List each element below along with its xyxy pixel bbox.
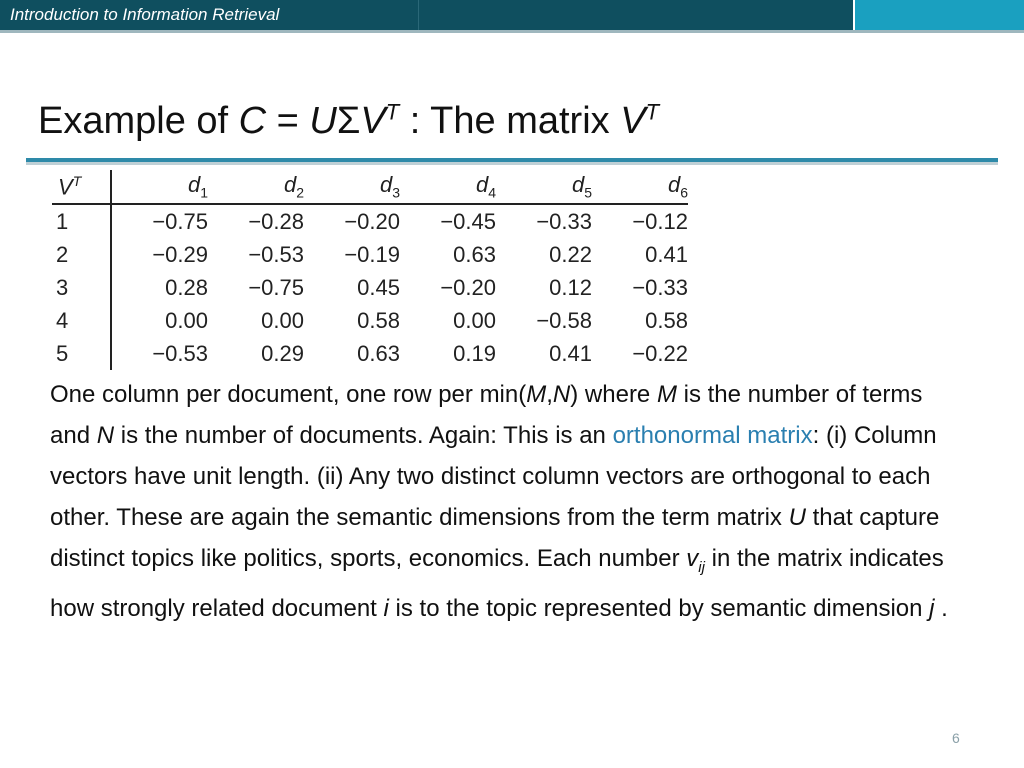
table-cell: −0.75 — [248, 274, 304, 300]
corner-t: T — [72, 172, 82, 189]
table-cell: 0.63 — [357, 340, 400, 366]
header-underline — [0, 30, 1024, 33]
var-n: N — [96, 422, 115, 449]
table-cell: 0.00 — [165, 307, 208, 333]
header-letter: d — [187, 172, 201, 198]
title-t2-sup: T — [645, 99, 660, 125]
table-cell: 0.19 — [453, 340, 496, 366]
table-cell: −0.75 — [152, 208, 208, 234]
var-m: M — [526, 381, 547, 408]
orthonormal-matrix-link[interactable]: orthonormal matrix — [612, 422, 813, 449]
header-index: 3 — [392, 184, 400, 201]
body-text-span: ) where — [570, 381, 657, 408]
table-cell: −0.53 — [152, 340, 208, 366]
table-cell: −0.33 — [632, 274, 688, 300]
title-u: U — [309, 100, 337, 142]
body-text-span: is the number of terms and — [50, 381, 923, 449]
column-header — [496, 170, 592, 204]
row-label: 1 — [52, 204, 111, 238]
table-cell: 0.63 — [453, 241, 496, 267]
table-cell: 0.58 — [645, 307, 688, 333]
table-cell: 0.00 — [453, 307, 496, 333]
row-label: 5 — [52, 337, 111, 370]
title-v: V — [360, 100, 386, 142]
slide-body-paragraph — [50, 374, 950, 629]
corner-v: V — [58, 174, 73, 200]
column-header — [592, 170, 688, 204]
header-index: 6 — [680, 184, 688, 201]
header-index: 5 — [584, 184, 592, 201]
header-bar — [0, 0, 1024, 33]
column-header — [208, 170, 304, 204]
title-mid: : The matrix — [399, 100, 621, 142]
table-row — [52, 337, 688, 370]
header-accent-segment — [855, 0, 1024, 30]
table-cell: −0.22 — [632, 340, 688, 366]
table-cell: 0.41 — [645, 241, 688, 267]
table-cell: −0.45 — [440, 208, 496, 234]
table-corner-label — [52, 170, 111, 204]
row-label: 2 — [52, 238, 111, 271]
table-row — [52, 238, 688, 271]
title-t-sup: T — [385, 99, 400, 125]
table-header-row — [52, 170, 688, 204]
column-header — [304, 170, 400, 204]
title-v2: V — [620, 100, 646, 142]
body-comma: , — [546, 381, 553, 408]
table-cell: −0.53 — [248, 241, 304, 267]
header-letter: d — [379, 172, 393, 198]
table-row — [52, 304, 688, 337]
table-cell: −0.29 — [152, 241, 208, 267]
var-j: j — [929, 594, 935, 622]
title-sigma: Σ — [336, 100, 361, 142]
vt-matrix-table — [52, 170, 688, 370]
body-text-span: is to the topic represented by semantic dimension — [388, 594, 930, 622]
course-title: Introduction to Information Retrieval — [10, 5, 280, 24]
table-cell: −0.19 — [344, 241, 400, 267]
row-label: 3 — [52, 271, 111, 304]
page-number: 6 — [952, 730, 960, 746]
header-index: 1 — [200, 184, 208, 201]
var-ij-subscript: ij — [698, 558, 705, 576]
body-text-span: that capture distinct topics like politics, sports, economics. Each number — [50, 504, 940, 572]
table-cell: 0.28 — [165, 274, 208, 300]
table-cell: −0.28 — [248, 208, 304, 234]
table-cell: 0.45 — [357, 274, 400, 300]
row-label: 4 — [52, 304, 111, 337]
title-c: C — [238, 100, 267, 142]
title-rule-shadow — [26, 162, 998, 165]
header-divider — [418, 0, 419, 30]
table-cell: 0.00 — [261, 307, 304, 333]
table-row — [52, 204, 688, 238]
header-letter: d — [667, 172, 681, 198]
var-u: U — [788, 504, 806, 531]
header-letter: d — [571, 172, 585, 198]
table-cell: 0.29 — [261, 340, 304, 366]
table-cell: 0.41 — [549, 340, 592, 366]
var-m: M — [656, 381, 677, 408]
header-letter: d — [475, 172, 489, 198]
column-header — [400, 170, 496, 204]
table-cell: 0.22 — [549, 241, 592, 267]
header-index: 2 — [296, 184, 304, 201]
table-cell: −0.20 — [344, 208, 400, 234]
var-v: v — [686, 545, 699, 572]
header-letter: d — [283, 172, 297, 198]
table-cell: 0.58 — [357, 307, 400, 333]
table-cell: 0.12 — [549, 274, 592, 300]
body-text-span: . — [934, 594, 948, 622]
var-n: N — [552, 381, 571, 408]
table-cell: −0.58 — [536, 307, 592, 333]
title-prefix: Example of — [38, 100, 239, 142]
header-index: 4 — [488, 184, 496, 201]
body-text-span: : (i) Column vectors have unit length. (ii) Any two distinct column vectors are orthogonal to each other. These are again the semantic dimensions from the term matrix — [50, 422, 937, 531]
body-text-span: in the matrix indicates how strongly related document — [50, 545, 944, 622]
title-equals: = — [266, 100, 310, 142]
slide-title — [38, 100, 659, 143]
table-row — [52, 271, 688, 304]
table-cell: −0.12 — [632, 208, 688, 234]
table-cell: −0.33 — [536, 208, 592, 234]
table-cell: −0.20 — [440, 274, 496, 300]
var-i: i — [383, 594, 389, 622]
body-text-span: is the number of documents. Again: This is an — [114, 422, 613, 449]
body-text-span: One column per document, one row per min( — [50, 381, 527, 408]
column-header — [111, 170, 208, 204]
